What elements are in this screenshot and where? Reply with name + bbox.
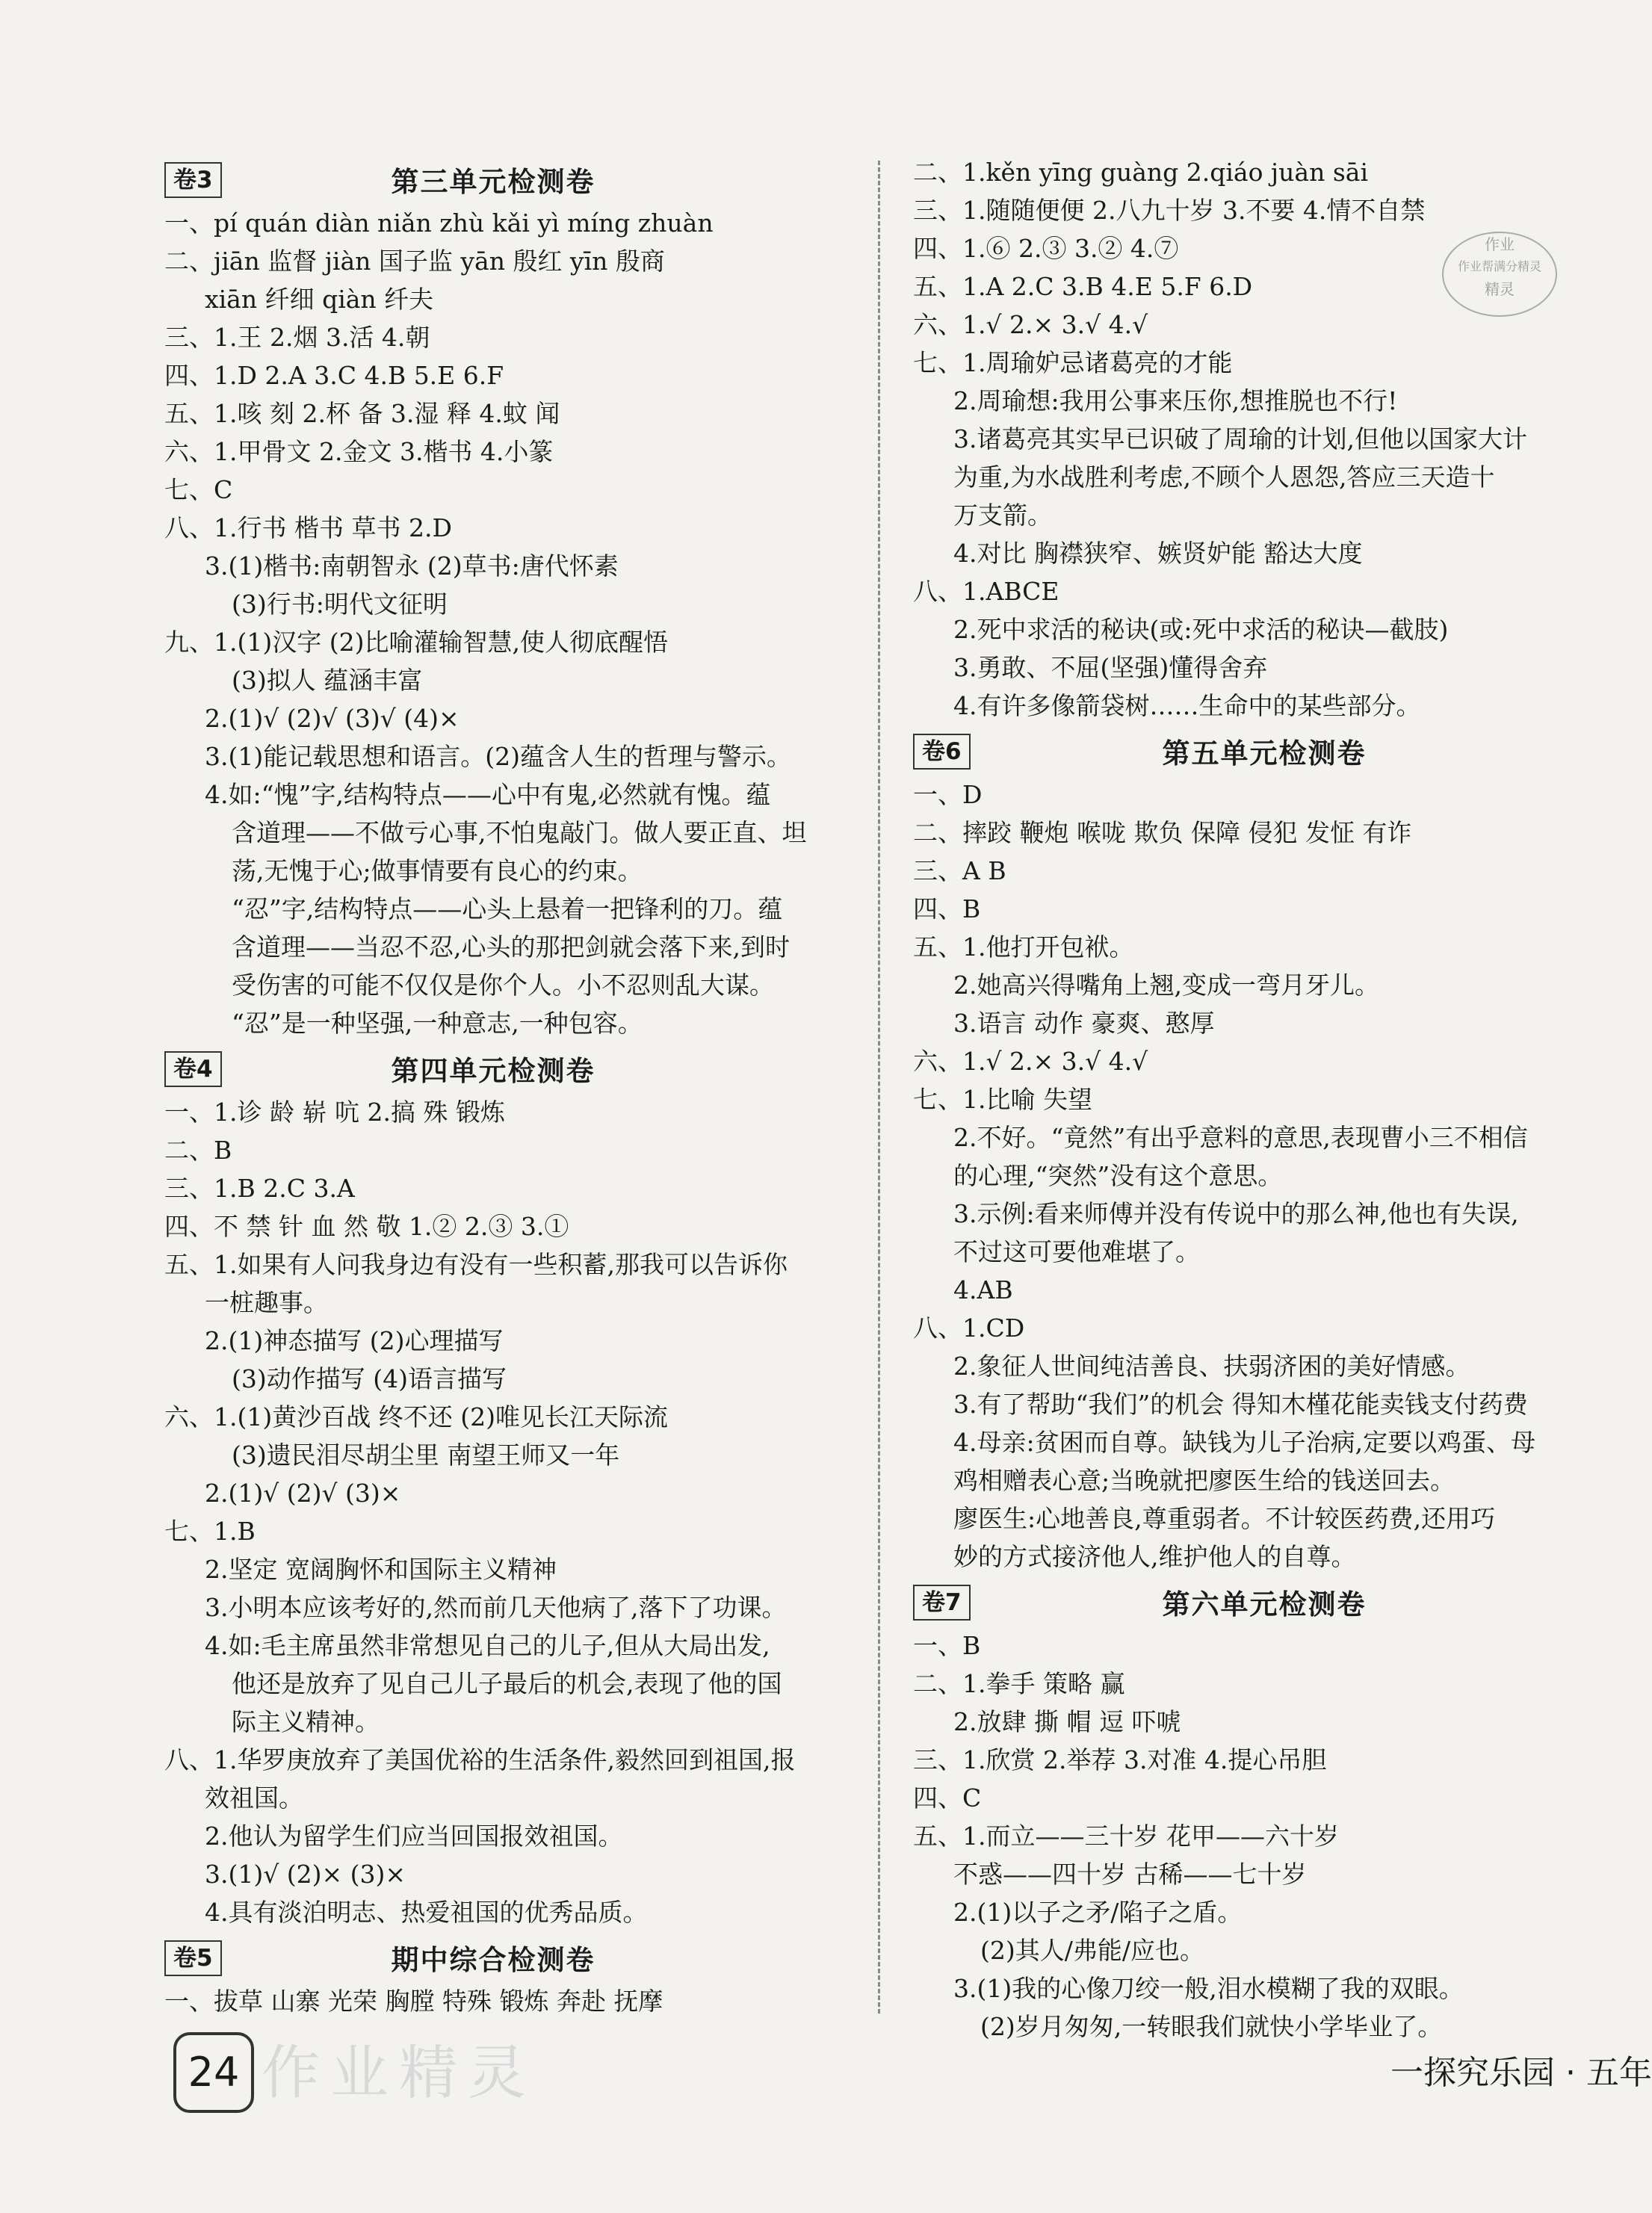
section-title: 第五单元检测卷 — [1162, 737, 1367, 770]
answer-line: 3.勇敢、不屈(坚强)懂得舍弃 — [953, 653, 1268, 682]
answer-line: 五、1.如果有人问我身边有没有一些积蓄,那我可以告诉你 — [164, 1250, 788, 1279]
answer-line: 二、jiān 监督 jiàn 国子监 yān 殷红 yīn 殷商 — [164, 247, 665, 276]
answer-line: 四、1.⑥ 2.③ 3.② 4.⑦ — [913, 234, 1179, 263]
answer-line: 受伤害的可能不仅仅是你个人。小不忍则乱大谋。 — [232, 971, 774, 1000]
answer-line: 八、1.行书 楷书 草书 2.D — [164, 513, 452, 542]
answer-line: 4.如:“愧”字,结构特点——心中有鬼,必然就有愧。蕴 — [205, 780, 771, 809]
answer-line: 含道理——当忍不忍,心头的那把剑就会落下来,到时 — [232, 932, 790, 962]
answer-line: (2)其人/弗能/应也。 — [980, 1936, 1204, 1965]
answer-line: 一、D — [913, 780, 983, 809]
answer-line: 4.有许多像箭袋树……生命中的某些部分。 — [953, 691, 1421, 720]
answer-line: 3.(1)楷书:南朝智永 (2)草书:唐代怀素 — [205, 551, 619, 581]
answer-line: 3.诸葛亮其实早已识破了周瑜的计划,但他以国家大计 — [953, 424, 1527, 454]
left-column — [164, 153, 822, 2020]
answer-line: 2.(1)√ (2)√ (3)× — [205, 1479, 401, 1508]
answer-line: 妙的方式接济他人,维护他人的自尊。 — [953, 1542, 1356, 1571]
watermark: 作业精灵 — [262, 2040, 537, 2107]
answer-line: 三、1.随随便便 2.八九十岁 3.不要 4.情不自禁 — [913, 196, 1426, 225]
answer-line: 不惑——四十岁 古稀——七十岁 — [953, 1860, 1307, 1889]
section-header — [164, 158, 822, 201]
answer-line: 二、摔跤 鞭炮 喉咙 欺负 保障 侵犯 发怔 有诈 — [913, 818, 1412, 847]
answer-line: 三、1.欣赏 2.举荐 3.对准 4.提心吊胆 — [913, 1745, 1327, 1774]
answer-line: 四、C — [913, 1783, 982, 1813]
section-title: 第六单元检测卷 — [1162, 1588, 1367, 1621]
answer-line: 三、1.B 2.C 3.A — [164, 1174, 355, 1203]
answer-line: 六、1.√ 2.× 3.√ 4.√ — [913, 1047, 1148, 1076]
answer-line: 效祖国。 — [205, 1783, 303, 1813]
answer-line: 4.具有淡泊明志、热爱祖国的优秀品质。 — [205, 1898, 648, 1927]
footer-title: 一探究乐园 · 五年 — [1390, 2054, 1652, 2092]
volume-label: 卷4 — [164, 1051, 222, 1087]
answer-line: 六、1.√ 2.× 3.√ 4.√ — [913, 310, 1148, 339]
answer-line: 七、1.周瑜妒忌诸葛亮的才能 — [913, 348, 1233, 377]
stamp-line2: 作业帮满分精灵 — [1457, 259, 1541, 273]
stamp-line1: 作业 — [1485, 235, 1515, 253]
answer-line: 2.他认为留学生们应当回国报效祖国。 — [205, 1822, 623, 1851]
section-title: 第三单元检测卷 — [391, 166, 595, 198]
answer-line: 的心理,“突然”没有这个意思。 — [953, 1161, 1283, 1190]
answer-line: “忍”字,结构特点——心头上悬着一把锋利的刀。蕴 — [232, 894, 783, 923]
answer-line: 2.(1)以子之矛/陷子之盾。 — [953, 1898, 1243, 1927]
volume-label: 卷5 — [164, 1940, 222, 1976]
answer-line: 2.(1)神态描写 (2)心理描写 — [205, 1326, 504, 1355]
answer-line: 三、A B — [913, 856, 1006, 885]
answer-line: 五、1.A 2.C 3.B 4.E 5.F 6.D — [913, 272, 1253, 301]
answer-line: 一、pí quán diàn niǎn zhù kǎi yì míng zhuàn — [164, 208, 714, 238]
answer-line: 七、C — [164, 475, 233, 504]
answer-line: 际主义精神。 — [232, 1707, 380, 1736]
section-title: 第四单元检测卷 — [391, 1055, 595, 1087]
answer-line: 3.(1)√ (2)× (3)× — [205, 1860, 406, 1889]
answer-line: 3.小明本应该考好的,然而前几天他病了,落下了功课。 — [205, 1593, 787, 1622]
volume-label: 卷6 — [913, 734, 971, 770]
answer-line: “忍”是一种坚强,一种意志,一种包容。 — [232, 1009, 643, 1038]
answer-line: 2.坚定 宽阔胸怀和国际主义精神 — [205, 1555, 557, 1584]
answer-line: 四、1.D 2.A 3.C 4.B 5.E 6.F — [164, 361, 504, 390]
answer-line: 4.对比 胸襟狭窄、嫉贤妒能 豁达大度 — [953, 539, 1363, 568]
answer-line: (2)岁月匆匆,一转眼我们就快小学毕业了。 — [980, 2012, 1443, 2041]
section-title: 期中综合检测卷 — [391, 1944, 595, 1976]
answer-line: 四、不 禁 针 血 然 敬 1.② 2.③ 3.① — [164, 1212, 569, 1241]
answer-line: 3.(1)我的心像刀绞一般,泪水模糊了我的双眼。 — [953, 1974, 1464, 2003]
answer-line: 六、1.(1)黄沙百战 终不还 (2)唯见长江天际流 — [164, 1402, 668, 1432]
answer-line: 不过这可要他难堪了。 — [953, 1237, 1200, 1266]
answer-line: 五、1.他打开包袱。 — [913, 932, 1134, 962]
section-header — [164, 1936, 822, 1979]
answer-line: 二、1.kěn yīng guàng 2.qiáo juàn sāi — [913, 158, 1369, 187]
answer-line: 六、1.甲骨文 2.金文 3.楷书 4.小篆 — [164, 437, 554, 466]
section-header — [913, 1580, 1645, 1624]
answer-line: 八、1.ABCE — [913, 577, 1059, 606]
answer-line: 二、1.拳手 策略 赢 — [913, 1669, 1125, 1698]
answer-line: (3)拟人 蕴涵丰富 — [232, 666, 423, 695]
answer-line: 廖医生:心地善良,尊重弱者。不计较医药费,还用巧 — [953, 1504, 1496, 1533]
section-header — [913, 729, 1645, 773]
answer-line: 2.(1)√ (2)√ (3)√ (4)× — [205, 704, 460, 733]
answer-line: 一、B — [913, 1631, 981, 1660]
answer-line: 3.语言 动作 豪爽、憨厚 — [953, 1009, 1215, 1038]
section-header — [164, 1047, 822, 1090]
answer-line: (3)遗民泪尽胡尘里 南望王师又一年 — [232, 1440, 620, 1470]
answer-line: 五、1.而立——三十岁 花甲——六十岁 — [913, 1822, 1339, 1851]
stamp-line3: 精灵 — [1485, 280, 1515, 298]
answer-line: 2.她高兴得嘴角上翘,变成一弯月牙儿。 — [953, 971, 1379, 1000]
answer-line: 含道理——不做亏心事,不怕鬼敲门。做人要正直、坦 — [232, 818, 807, 847]
answer-line: 4.如:毛主席虽然非常想见自己的儿子,但从大局出发, — [205, 1631, 770, 1660]
answer-line: 一桩趣事。 — [205, 1288, 328, 1317]
answer-line: 2.象征人世间纯洁善良、扶弱济困的美好情感。 — [953, 1352, 1470, 1381]
answer-line: 七、1.B — [164, 1517, 256, 1546]
answer-line: 一、1.诊 龄 崭 吭 2.搞 殊 锻炼 — [164, 1098, 505, 1127]
answer-line: 五、1.咳 刻 2.杯 备 3.湿 释 4.蚊 闻 — [164, 399, 560, 428]
answer-line: (3)行书:明代文征明 — [232, 589, 448, 619]
answer-line: 3.(1)能记载思想和语言。(2)蕴含人生的哲理与警示。 — [205, 742, 791, 771]
answer-line: 3.有了帮助“我们”的机会 得知木槿花能卖钱支付药费 — [953, 1390, 1528, 1419]
answer-line: 二、B — [164, 1136, 232, 1165]
answer-line: 3.示例:看来师傅并没有传说中的那么神,他也有失误, — [953, 1199, 1519, 1228]
answer-line: 荡,无愧于心;做事情要有良心的约束。 — [232, 856, 643, 885]
right-column — [913, 153, 1645, 2046]
answer-line: 他还是放弃了见自己儿子最后的机会,表现了他的国 — [232, 1669, 782, 1698]
answer-line: 九、1.(1)汉字 (2)比喻灌输智慧,使人彻底醒悟 — [164, 628, 668, 657]
answer-line: 万支箭。 — [953, 501, 1052, 530]
page-number: 24 — [173, 2032, 254, 2113]
answer-line: 四、B — [913, 894, 981, 923]
volume-label: 卷3 — [164, 162, 222, 198]
answer-line: 七、1.比喻 失望 — [913, 1085, 1092, 1114]
answer-line: (3)动作描写 (4)语言描写 — [232, 1364, 507, 1393]
answer-line: 4.AB — [953, 1275, 1013, 1304]
answer-line: 八、1.华罗庚放弃了美国优裕的生活条件,毅然回到祖国,报 — [164, 1745, 796, 1774]
answer-line: 2.不好。“竟然”有出乎意料的意思,表现曹小三不相信 — [953, 1123, 1528, 1152]
answer-line: 一、拔草 山寨 光荣 胸膛 特殊 锻炼 奔赴 抚摩 — [164, 1987, 663, 2016]
column-divider — [878, 161, 880, 2014]
stamp-logo — [1442, 232, 1557, 317]
answer-line: 2.放肆 撕 帽 逗 吓唬 — [953, 1707, 1181, 1736]
answer-line: 2.周瑜想:我用公事来压你,想推脱也不行! — [953, 386, 1398, 415]
answer-line: 三、1.王 2.烟 3.活 4.朝 — [164, 323, 430, 352]
answer-line: xiān 纤细 qiàn 纤夫 — [205, 285, 434, 314]
volume-label: 卷7 — [913, 1585, 971, 1621]
answer-line: 为重,为水战胜利考虑,不顾个人恩怨,答应三天造十 — [953, 462, 1495, 492]
answer-line: 2.死中求活的秘诀(或:死中求活的秘诀—截肢) — [953, 615, 1449, 644]
answer-line: 八、1.CD — [913, 1313, 1025, 1343]
answer-line: 鸡相赠表心意;当晚就把廖医生给的钱送回去。 — [953, 1466, 1455, 1495]
answer-line: 4.母亲:贫困而自尊。缺钱为儿子治病,定要以鸡蛋、母 — [953, 1428, 1536, 1457]
